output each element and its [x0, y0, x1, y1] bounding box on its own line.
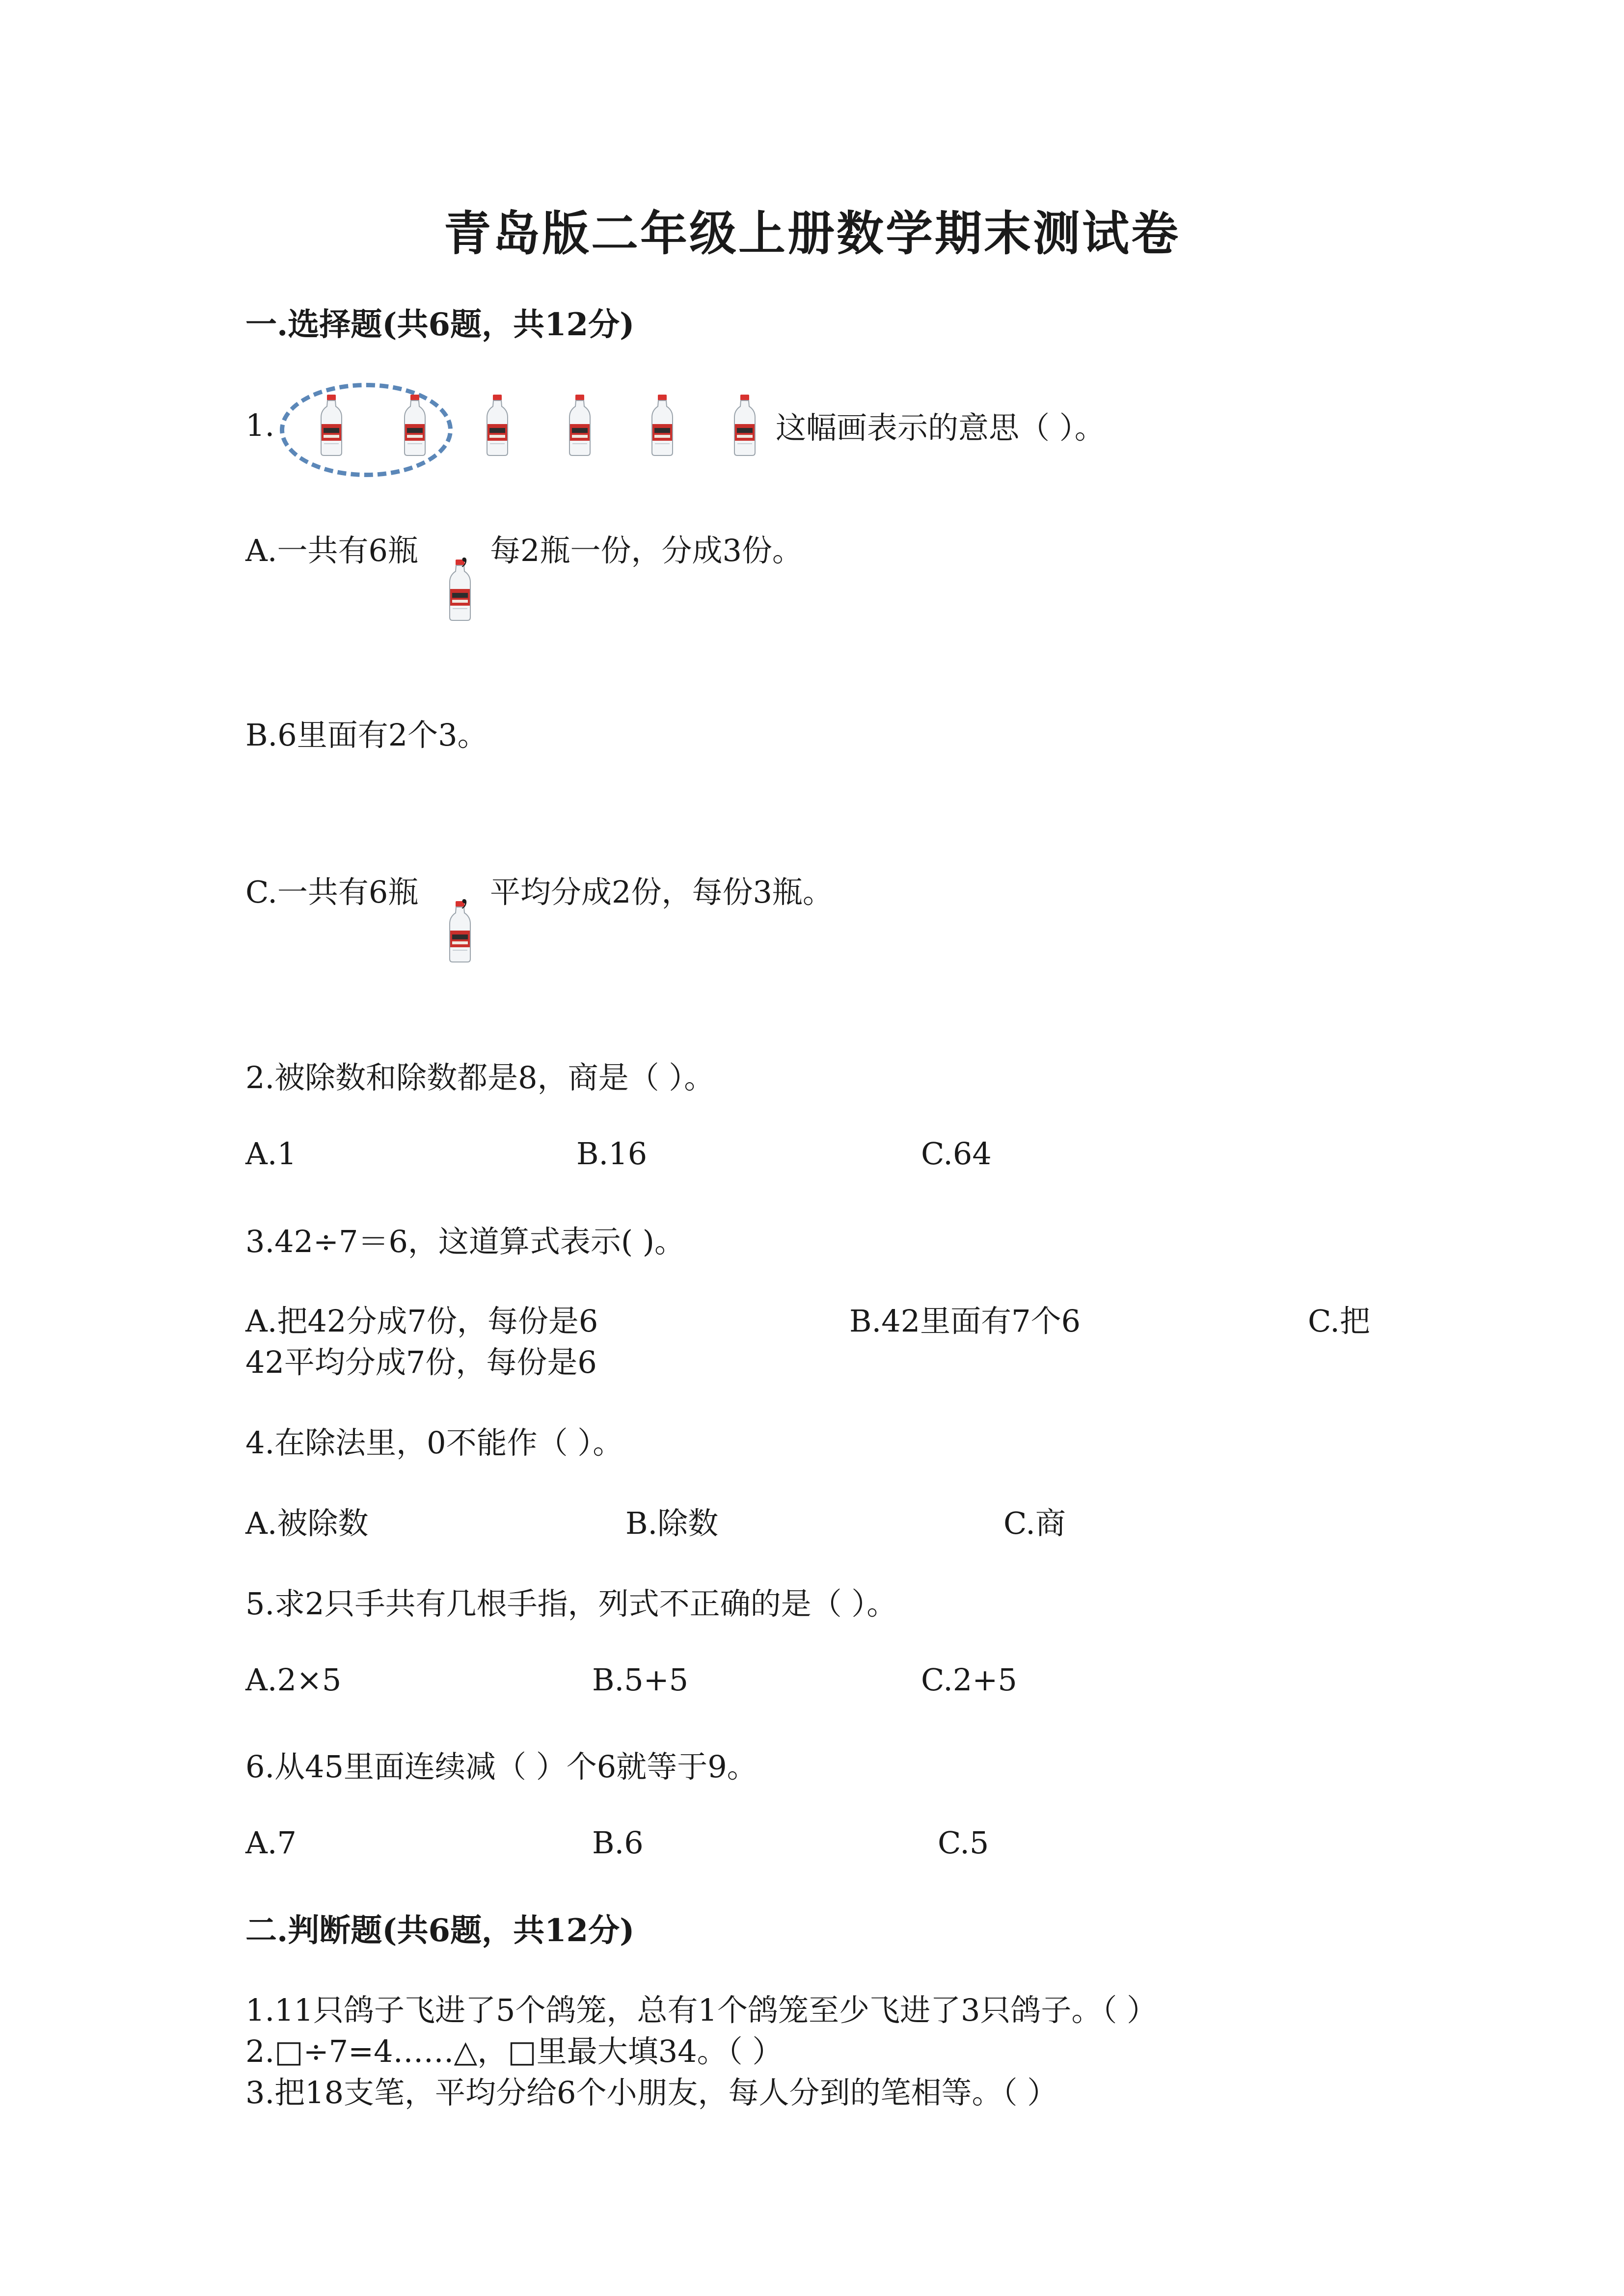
q3-option-c-continued: 42平均分成7份，每份是6: [245, 1344, 597, 1380]
q1-number: 1.: [245, 407, 275, 443]
q5-option-c: C.2+5: [921, 1662, 1017, 1698]
q2-option-b: B.16: [576, 1136, 648, 1172]
bottle-icon-5: [650, 395, 675, 456]
page-title: 青岛版二年级上册数学期末测试卷: [444, 206, 1180, 261]
q2-stem: 2.被除数和除数都是8，商是（ ）。: [245, 1060, 715, 1095]
q3-option-a: A.把42分成7份，每份是6: [245, 1303, 598, 1339]
q6-option-b: B.6: [592, 1825, 644, 1861]
q1-option-a-text: A.一共有6瓶: [245, 533, 418, 568]
bottle-icon-4: [568, 395, 592, 456]
bottle-icon-6: [732, 395, 757, 456]
q4-option-b: B.除数: [625, 1505, 719, 1541]
q1-stem: 这幅画表示的意思（ ）。: [776, 410, 1105, 446]
q5-option-b: B.5+5: [592, 1662, 689, 1698]
section-1-heading: 一.选择题(共6题，共12分): [245, 306, 635, 343]
q1-option-c-text-continued: ，平均分成2份，每份3瓶。: [460, 874, 833, 910]
q2-option-a: A.1: [245, 1136, 297, 1172]
bottle-icon-1: [319, 395, 344, 456]
q6-stem: 6.从45里面连续减（ ）个6就等于9。: [245, 1749, 758, 1785]
q3-stem: 3.42÷7＝6，这道算式表示( )。: [245, 1224, 685, 1259]
q5-option-a: A.2×5: [245, 1662, 342, 1698]
q6-option-a: A.7: [245, 1825, 297, 1861]
q3-option-c: C.把: [1308, 1303, 1370, 1339]
section-2-heading: 二.判断题(共6题，共12分): [245, 1912, 635, 1949]
q3-option-b: B.42里面有7个6: [849, 1303, 1081, 1339]
judge-item-3: 3.把18支笔，平均分给6个小朋友，每人分到的笔相等。（ ）: [245, 2075, 1058, 2110]
q4-option-a: A.被除数: [245, 1505, 369, 1541]
q4-stem: 4.在除法里，0不能作（ ）。: [245, 1425, 623, 1461]
judge-item-1: 1.11只鸽子飞进了5个鸽笼，总有1个鸽笼至少飞进了3只鸽子。（ ）: [245, 1992, 1158, 2028]
q2-option-c: C.64: [921, 1136, 992, 1172]
bottle-icon-2: [403, 395, 427, 456]
bottle-icon-3: [485, 395, 510, 456]
q5-stem: 5.求2只手共有几根手指，列式不正确的是（ ）。: [245, 1586, 897, 1622]
judge-item-2: 2.□÷7=4……△，□里最大填34。（ ）: [245, 2033, 783, 2069]
q6-option-c: C.5: [938, 1825, 989, 1861]
q1-option-a-text-continued: ，每2瓶一份，分成3份。: [460, 533, 803, 568]
q1-option-b: B.6里面有2个3。: [245, 717, 488, 753]
q4-option-c: C.商: [1003, 1505, 1066, 1541]
q1-option-c-text: C.一共有6瓶: [245, 874, 419, 910]
